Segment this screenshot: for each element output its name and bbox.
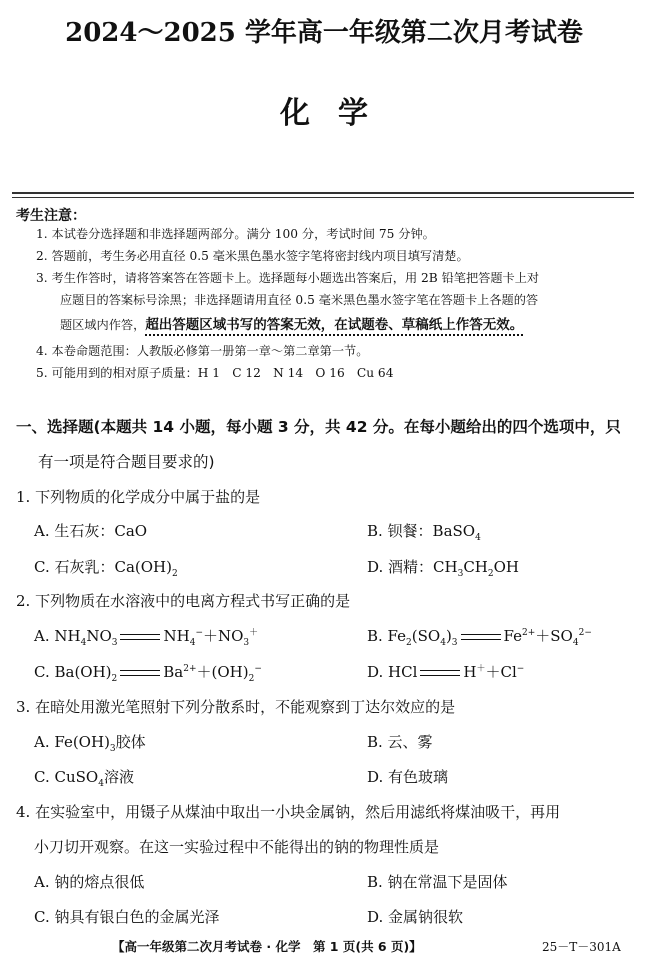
- equals-sign: [461, 634, 501, 640]
- question-4-stem: 4. 在实验室中，用镊子从煤油中取出一小块金属钠，然后用滤纸将煤油吸干，再用: [16, 803, 561, 821]
- equals-sign: [120, 670, 160, 676]
- question-1-option-b: B. 钡餐：BaSO$_4$: [367, 522, 481, 543]
- notice-item-1: 1. 本试卷分选择题和非选择题两部分。满分 100 分，考试时间 75 分钟。: [36, 227, 435, 241]
- question-3-option-b: B. 云、雾: [367, 733, 433, 751]
- question-3-stem: 3. 在暗处用激光笔照射下列分散系时，不能观察到丁达尔效应的是: [16, 698, 456, 716]
- exam-code: 25－T－301A: [542, 940, 621, 954]
- question-2-option-b: B. $Fe_2(SO_4)_3$ $Fe^{2+}+SO_4^{2-}$: [367, 627, 592, 648]
- question-1-option-a: A. 生石灰：CaO: [34, 522, 148, 540]
- question-2-option-d: D. HCl H＋＋Cl−: [367, 663, 525, 681]
- page-footer: 【高一年级第二次月考试卷 · 化学 第 1 页(共 6 页)】: [112, 939, 422, 954]
- notice-item-3-cont2: [60, 313, 523, 333]
- notice-item-3: 3. 考生作答时，请将答案答在答题卡上。选择题每小题选出答案后，用 2B 铅笔把答题卡上对: [36, 271, 540, 285]
- notice-item-4: 4. 本卷命题范围：人教版必修第一册第一章～第二章第一节。: [36, 344, 369, 358]
- equals-sign: [120, 634, 160, 640]
- question-1-option-c: C. 石灰乳：$Ca(OH)_2$: [34, 558, 178, 579]
- header-divider-thin: [12, 197, 634, 198]
- notice-title: 考生注意：: [16, 208, 86, 224]
- notice-item-3-tail: 题区域内作答，: [60, 318, 146, 332]
- question-4-option-d: D. 金属钠很软: [367, 908, 464, 926]
- header-divider: [12, 192, 634, 194]
- question-4-stem-cont: 小刀切开观察。在这一实验过程中不能得出的钠的物理性质是: [34, 838, 440, 856]
- exam-title: 2024～2025 学年高一年级第二次月考试卷: [65, 18, 583, 48]
- question-2-option-c: C. $Ba(OH)_2$ $Ba^{2+}+(OH)_2^-$: [34, 663, 262, 684]
- question-2-option-a: A. $NH_4NO_3$ $NH_4^-+NO_3^+$: [34, 627, 259, 648]
- section-heading-cont: 有一项是符合题目要求的): [38, 453, 215, 471]
- notice-item-3-cont: 应题目的答案标号涂黑；非选择题请用直径 0.5 毫米黑色墨水签字笔在答题卡上各题的答: [60, 293, 539, 307]
- question-3-option-a: A. $Fe(OH)_3$胶体: [34, 733, 146, 754]
- equals-sign: [420, 670, 460, 676]
- question-1-stem: 1. 下列物质的化学成分中属于盐的是: [16, 488, 261, 506]
- notice-item-2: 2. 答题前，考生务必用直径 0.5 毫米黑色墨水签字笔将密封线内项目填写清楚。: [36, 249, 469, 263]
- notice-item-5: 5. 可能用到的相对原子质量：H 1 C 12 N 14 O 16 Cu 64: [36, 366, 394, 380]
- question-4-option-b: B. 钠在常温下是固体: [367, 873, 508, 891]
- question-3-option-d: D. 有色玻璃: [367, 768, 449, 786]
- question-2-stem: 2. 下列物质在水溶液中的电离方程式书写正确的是: [16, 592, 351, 610]
- notice-emphasis: 超出答题区域书写的答案无效，在试题卷、草稿纸上作答无效。: [145, 317, 523, 336]
- question-1-option-d: D. 酒精：$CH_3CH_2OH$: [367, 558, 520, 579]
- question-4-option-a: A. 钠的熔点很低: [34, 873, 145, 891]
- question-4-option-c: C. 钠具有银白色的金属光泽: [34, 908, 220, 926]
- question-3-option-c: C. CuSO$_4$溶液: [34, 768, 134, 789]
- subject-title: 化学: [280, 96, 396, 131]
- section-heading: 一、选择题(本题共 14 小题，每小题 3 分，共 42 分。在每小题给出的四个选项中，只: [16, 418, 621, 436]
